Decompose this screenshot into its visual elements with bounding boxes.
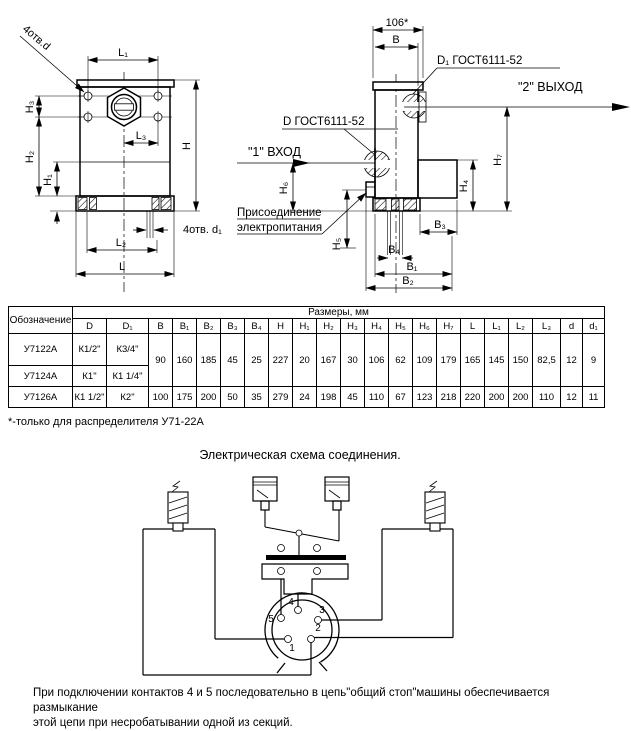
cell-value: 45 bbox=[221, 334, 245, 387]
outlet-arrow bbox=[612, 103, 630, 111]
col-header: H₅ bbox=[389, 319, 413, 334]
col-header: B₄ bbox=[245, 319, 269, 334]
cell-value: К1" bbox=[73, 366, 107, 387]
cell-value: 11 bbox=[583, 387, 605, 408]
contact-dot bbox=[278, 568, 285, 575]
cell-value: 200 bbox=[197, 387, 221, 408]
cell-value: 220 bbox=[461, 387, 485, 408]
dim-label-b: B bbox=[392, 34, 400, 46]
label-power-connection-1: Присоединение bbox=[237, 207, 322, 219]
col-header: B₁ bbox=[173, 319, 197, 334]
pin-2 bbox=[308, 636, 315, 643]
inlet-arrow bbox=[293, 159, 310, 167]
col-header: L₃ bbox=[533, 319, 561, 334]
cell-value: 45 bbox=[341, 387, 365, 408]
label-power-connection-2: электропитания bbox=[237, 222, 323, 234]
cell-value: К2" bbox=[107, 387, 149, 408]
cell-value: 20 bbox=[293, 334, 317, 387]
table-footnote: *-только для распределителя У71-22А bbox=[8, 416, 204, 428]
col-header: H bbox=[269, 319, 293, 334]
pin-3-label: 3 bbox=[319, 605, 325, 616]
connector-circle bbox=[265, 593, 339, 673]
cell-value: 24 bbox=[293, 387, 317, 408]
table-subheader-row bbox=[9, 319, 605, 334]
label-outlet: "2" ВЫХОД bbox=[518, 80, 583, 94]
cell-designation: У7126А bbox=[9, 387, 73, 408]
label-d-gost: D ГОСТ6111-52 bbox=[283, 116, 365, 128]
cell-value: 145 bbox=[485, 334, 509, 387]
dim-label-4otv-d: 4отв.d bbox=[20, 23, 53, 53]
cell-value: 227 bbox=[269, 334, 293, 387]
side-view-drawing bbox=[237, 17, 630, 293]
cell-value: К1 1/4" bbox=[107, 366, 149, 387]
dim-label-h3: H₃ bbox=[24, 100, 36, 114]
contact-block bbox=[262, 564, 348, 594]
cell-value: 150 bbox=[509, 334, 533, 387]
cell-value: 110 bbox=[365, 387, 389, 408]
cell-value: 165 bbox=[461, 334, 485, 387]
cell-designation: У7124А bbox=[9, 366, 73, 387]
dim-label-106: 106* bbox=[385, 17, 409, 29]
col-header-dimensions: Размеры, мм bbox=[73, 307, 605, 319]
col-header: H₄ bbox=[365, 319, 389, 334]
pin-4 bbox=[295, 607, 302, 614]
dim-label-h4: H₄ bbox=[458, 179, 470, 193]
col-header: B bbox=[149, 319, 173, 334]
dim-label-h2: H₂ bbox=[24, 150, 36, 164]
dim-label-4otv-d1: 4отв. d₁ bbox=[183, 224, 222, 236]
cell-value: 9 bbox=[583, 334, 605, 387]
col-header: D₁ bbox=[107, 319, 149, 334]
cell-value: 50 bbox=[221, 387, 245, 408]
col-header: H₂ bbox=[317, 319, 341, 334]
cell-value: 200 bbox=[485, 387, 509, 408]
dim-label-b3: B₃ bbox=[434, 219, 446, 231]
col-header: H₃ bbox=[341, 319, 365, 334]
cell-value: К1/2" bbox=[73, 334, 107, 366]
cell-value: 185 bbox=[197, 334, 221, 387]
cell-value: 35 bbox=[245, 387, 269, 408]
col-header: H₇ bbox=[437, 319, 461, 334]
contact-dot bbox=[278, 545, 285, 552]
right-solenoid-symbol bbox=[425, 481, 445, 531]
pin-1 bbox=[285, 636, 292, 643]
cell-value: 82,5 bbox=[533, 334, 561, 387]
dim-label-h5: H₅ bbox=[331, 237, 343, 251]
table-row bbox=[9, 334, 605, 366]
dim-label-b4: B₄ bbox=[388, 244, 400, 256]
wiring bbox=[143, 529, 453, 675]
col-header: H₆ bbox=[413, 319, 437, 334]
cell-value: 179 bbox=[437, 334, 461, 387]
contact-bar bbox=[266, 555, 346, 560]
label-inlet: "1" ВХОД bbox=[248, 145, 301, 159]
col-header: d₁ bbox=[583, 319, 605, 334]
contact-dot bbox=[314, 545, 321, 552]
schematic-title: Электрическая схема соединения. bbox=[199, 448, 401, 462]
cell-value: 198 bbox=[317, 387, 341, 408]
cell-value: К3/4" bbox=[107, 334, 149, 366]
cell-value: 62 bbox=[389, 334, 413, 387]
dim-label-l2: L₂ bbox=[115, 237, 127, 249]
col-header: B₂ bbox=[197, 319, 221, 334]
left-solenoid-symbol bbox=[168, 481, 188, 531]
col-header: H₁ bbox=[293, 319, 317, 334]
pin-4-label: 4 bbox=[288, 597, 294, 608]
contact-dot bbox=[314, 568, 321, 575]
technical-drawings bbox=[0, 0, 631, 298]
dim-label-h6: H₆ bbox=[278, 181, 290, 195]
dim-label-b2: B₂ bbox=[402, 275, 414, 287]
footer-note-line1: При подключении контактов 4 и 5 последовательно в цепь"общий стоп"машины обеспечивается размыкание bbox=[33, 687, 550, 714]
electrical-schematic bbox=[0, 470, 631, 685]
footer-note-line2: этой цепи при несробатывании одной из секций. bbox=[33, 716, 293, 729]
cell-value: 200 bbox=[509, 387, 533, 408]
dim-label-l1: L₁ bbox=[118, 47, 128, 59]
cell-value: 106 bbox=[365, 334, 389, 387]
cell-value: 100 bbox=[149, 387, 173, 408]
cell-value: 110 bbox=[533, 387, 561, 408]
left-plug-symbol bbox=[253, 477, 277, 510]
cell-value: 218 bbox=[437, 387, 461, 408]
col-header: d bbox=[561, 319, 583, 334]
front-view-drawing bbox=[20, 23, 222, 292]
cell-value: 12 bbox=[561, 334, 583, 387]
dimensions-table bbox=[8, 306, 605, 408]
col-header: L₁ bbox=[485, 319, 509, 334]
cell-value: 30 bbox=[341, 334, 365, 387]
label-d1-gost: D₁ ГОСТ6111-52 bbox=[437, 55, 523, 67]
cell-value: 25 bbox=[245, 334, 269, 387]
cell-value: 279 bbox=[269, 387, 293, 408]
cell-value: 175 bbox=[173, 387, 197, 408]
cell-designation: У7122А bbox=[9, 334, 73, 366]
dim-label-h7: H₇ bbox=[492, 154, 504, 166]
cell-value: 160 bbox=[173, 334, 197, 387]
col-header: B₃ bbox=[221, 319, 245, 334]
dim-label-h1: H₁ bbox=[42, 174, 54, 186]
dim-label-b1: B₁ bbox=[406, 261, 418, 273]
cell-value: 67 bbox=[389, 387, 413, 408]
pin-5-label: 5 bbox=[268, 614, 274, 625]
cell-value: 167 bbox=[317, 334, 341, 387]
col-header-designation: Обозначение bbox=[9, 307, 73, 334]
col-header: D bbox=[73, 319, 107, 334]
col-header: L₂ bbox=[509, 319, 533, 334]
dim-label-h: H bbox=[181, 142, 193, 150]
table-row bbox=[9, 387, 605, 408]
dim-label-l3: L₃ bbox=[135, 130, 147, 142]
footer-note bbox=[33, 686, 608, 731]
cell-value: К1 1/2" bbox=[73, 387, 107, 408]
right-plug-symbol bbox=[325, 477, 349, 510]
cell-value: 123 bbox=[413, 387, 437, 408]
col-header: L bbox=[461, 319, 485, 334]
cell-value: 12 bbox=[561, 387, 583, 408]
switch-lever bbox=[265, 510, 339, 555]
pin-2-label: 2 bbox=[315, 623, 321, 634]
pin-1-label: 1 bbox=[289, 643, 295, 654]
pin-5 bbox=[278, 615, 285, 622]
cell-value: 109 bbox=[413, 334, 437, 387]
dim-label-l: L bbox=[118, 261, 126, 273]
cell-value: 90 bbox=[149, 334, 173, 387]
